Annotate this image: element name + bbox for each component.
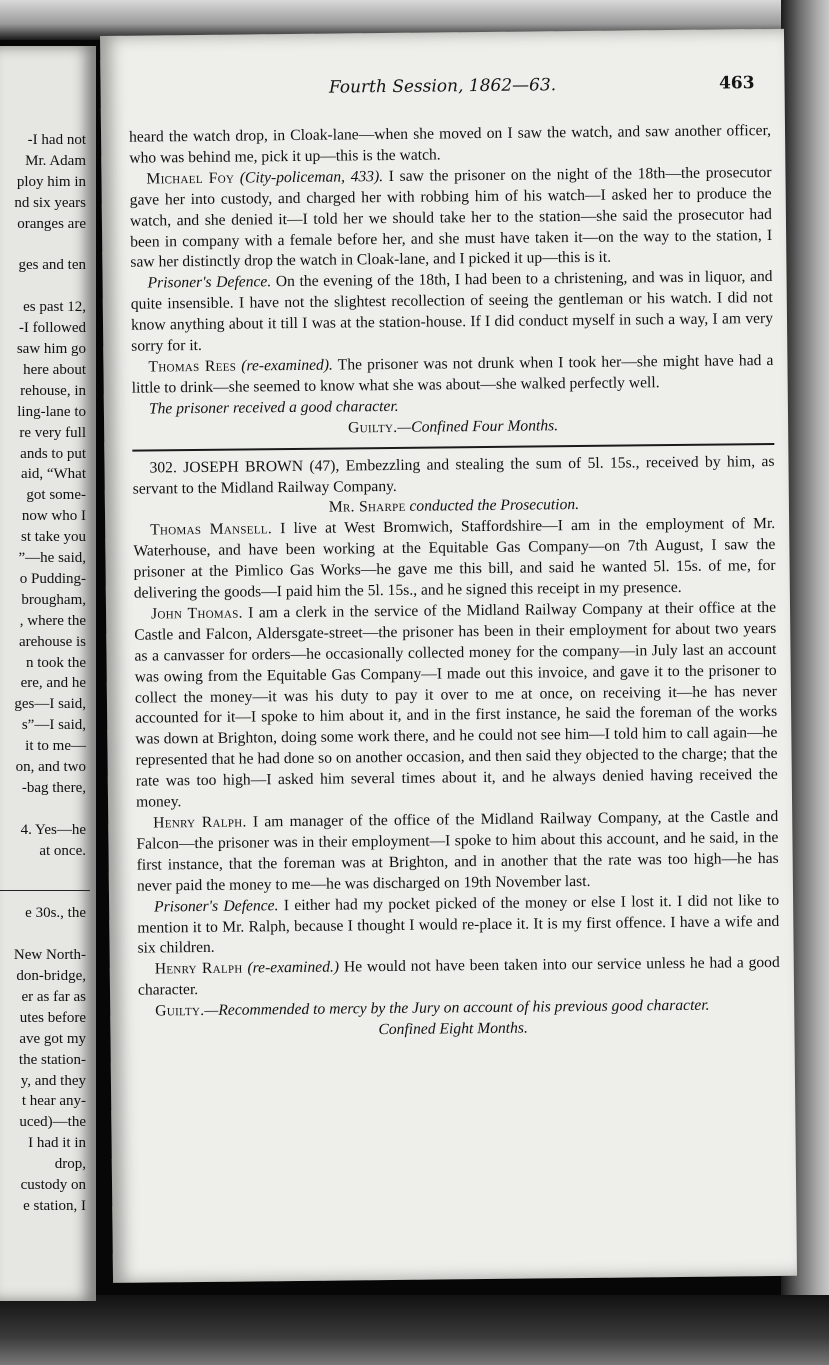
left-page-line: s”—I said, [21, 717, 86, 734]
left-page-line: -bag there, [21, 779, 86, 796]
defendant-name: JOSEPH BROWN [183, 457, 304, 476]
left-page-line: y, and they [20, 1072, 86, 1089]
verdict-label: Guilty. [155, 1002, 205, 1020]
right-page [100, 29, 797, 1283]
left-page-line: at once. [39, 842, 86, 859]
left-page-line: t hear any- [21, 1093, 86, 1110]
page-header [130, 73, 754, 104]
witness-name: Henry Ralph [154, 959, 243, 978]
scan-background-bottom [0, 1295, 829, 1365]
left-page-line: ges and ten [18, 257, 86, 274]
left-page-line: New North- [13, 947, 86, 964]
left-page-line: saw him go [16, 341, 86, 357]
left-page-line: rehouse, in [20, 382, 86, 399]
ralph-reexamination [138, 953, 780, 1002]
witness-role: (re-examined). [241, 356, 333, 375]
left-page-line: n took the [26, 654, 86, 671]
left-page-line: it to me— [25, 738, 86, 755]
verdict-text: —Recommended to mercy by the Jury on account of his previous good character. [204, 996, 710, 1020]
character-note: The prisoner received a good character. [148, 397, 399, 418]
left-page-line: ges—I said, [14, 696, 86, 713]
defence-label: Prisoner's Defence. [147, 273, 272, 292]
witness-name: Thomas Rees [148, 357, 237, 376]
left-page-line: ave got my [19, 1030, 86, 1047]
left-page-line: aid, “What [21, 466, 86, 483]
prosecution-text: conducted the Prosecution. [405, 496, 580, 516]
left-page-line: brougham, [21, 591, 86, 608]
left-page-line: utes before [19, 1009, 86, 1026]
case2-heading [132, 452, 774, 501]
left-page-line: ling-lane to [17, 403, 86, 420]
left-page-line: -I had not [27, 132, 86, 148]
mansell-testimony [133, 514, 776, 604]
witness-role: (City-policeman, 433). [239, 167, 384, 187]
testimony-text: I am manager of the office of the Midland Railway Company, at the Castle and Falcon—the prisoner was in their employment—I spoke to him about this account, and he said, in the first instance, that the foreman was at Brighton, and in another that the rate was too high—he has never paid the money to me—he was discharged on 19th November last. [136, 807, 779, 895]
left-page-line: got some- [26, 487, 86, 504]
left-page-line: now who I [21, 508, 86, 525]
defence-text: I either had my pocket picked of the money or else I lost it. I did not like to mention it to Mr. Ralph, because I thought I would re-place it. It is my first offence. I have a wife and six children. [137, 891, 780, 958]
testimony-text: I saw the prisoner on the night of the 18th—the prosecutor gave her into custody, and charged her with robbing him of his watch—I asked her to produce the watch, and she denied it—I told her we should take her to the station—she said the prosecutor had been in company with a female before her, and she must have taken it—on the way to the station, I saw her distinctly drop the watch in Cloak-lane, and I picked it up—this is it. [129, 163, 773, 272]
testimony-text: He would not have been taken into our service unless he had a good character. [137, 954, 780, 999]
witness-name: Henry Ralph. [153, 813, 247, 832]
left-page-line: re very full [19, 424, 86, 441]
witness-role: (re-examined.) [247, 958, 340, 977]
testimony-text: I live at West Bromwich, Staffordshire—I am in the employment of Mr. Waterhouse, and have been working at the Equitable Gas Company—on 7th August, I saw the prisoner at the Pimlico Gas Works—he gave me this bill, and said he wanted 5l. 15s. of me, for delivering the goods—I paid him the 5l. 15s., and he signed this receipt in my presence. [133, 515, 776, 602]
verdict-text: —Confined Four Months. [397, 416, 559, 436]
left-page-line: nd six years [14, 194, 86, 211]
left-page-line: e 30s., the [25, 905, 86, 922]
charge-text: (47), Embezzling and stealing the sum of 5l. 15s., received by him, as servant to the Midland Railway Company. [132, 452, 775, 498]
left-page-line: here about [23, 361, 86, 378]
left-facing-page [0, 46, 96, 1301]
case2-prisoner-defence [137, 891, 780, 960]
rees-testimony [131, 351, 773, 400]
page-number: 463 [718, 73, 755, 94]
left-page-line: custody on [20, 1177, 86, 1193]
left-page-line: ere, and he [20, 675, 86, 692]
left-page-line: e station, I [23, 1197, 86, 1214]
left-page-line: I had it in [28, 1135, 86, 1152]
left-page-rule [0, 890, 90, 891]
left-page-line: er as far as [21, 988, 86, 1005]
case-number: 302. [149, 458, 177, 477]
running-head: Fourth Session, 1862—63. [328, 75, 557, 98]
left-page-line: ploy him in [16, 173, 86, 190]
left-page-line: Mr. Adam [25, 152, 86, 169]
left-page-line: arehouse is [18, 633, 86, 650]
left-page-line: ands to put [20, 445, 86, 462]
left-page-line: ”—he said, [18, 550, 86, 566]
left-page-line: , where the [19, 612, 86, 629]
left-page-line: drop, [54, 1156, 86, 1173]
left-page-line: uced)—the [19, 1114, 86, 1131]
left-page-line: o Pudding- [19, 570, 86, 587]
left-page-line: the station- [18, 1051, 86, 1068]
verdict-label: Guilty. [348, 418, 398, 437]
case1-prisoner-defence [130, 267, 773, 357]
case2-sentence: Confined Eight Months. [378, 1019, 528, 1039]
ralph-testimony [136, 807, 779, 897]
witness-name: John Thomas. [150, 604, 243, 623]
left-page-line: 4. Yes—he [20, 821, 86, 838]
left-page-line: st take you [21, 529, 86, 546]
left-page-line: oranges are [17, 215, 86, 232]
witness-name: Michael Foy [146, 169, 235, 188]
left-page-line: es past 12, [23, 299, 86, 316]
left-page-line: -I followed [18, 320, 86, 337]
left-page-line: don-bridge, [16, 968, 86, 984]
defence-text: On the evening of the 18th, I had been to a christening, and was in liquor, and quite insensible. I have not the slightest recollection of seeing the gentleman or his watch. I did not know anything about it till I was at the station-house. If I did conduct myself in such a way, I am very sorry for it. [130, 268, 774, 355]
prosecutor-name: Mr. Sharpe [328, 498, 406, 517]
page-body [129, 121, 781, 1044]
case1-opening-paragraph: heard the watch drop, in Cloak-lane—when she moved on I saw the watch, and saw another officer, who was behind me, pick it up—this is the watch. [128, 121, 772, 167]
witness-name: Thomas Mansell. [150, 520, 273, 539]
left-page-line: on, and two [15, 759, 86, 775]
foy-testimony [129, 163, 772, 274]
defence-label: Prisoner's Defence. [154, 896, 279, 916]
case-divider-rule [132, 443, 774, 452]
testimony-text: The prisoner was not drunk when I took her—she might have had a little to drink—she seemed to know what she was about—she walked perfectly well. [131, 351, 774, 397]
thomas-testimony [134, 598, 778, 814]
testimony-text: I am a clerk in the service of the Midland Railway Company at their office at the Castle and Falcon, Aldersgate-street—the prisoner has been in their employment for about two years as a canvasser for orders—he occasionally collected money for the company—in July last an account was owing from the Equitable Gas Company—I made out this invoice, and gave it to the prisoner to collect the money—it was his duty to pay it over to me at once, on receiving it—he has never accounted for it—I spoke to him about it, and in the first instance, he said the foreman of the works was down at Brighton, doing some work there, and he could not see him—I told him to call again—he represented that he had done so on another occasion, and then said they objected to the charge; that the rate was too high—I asked him several times about it, and he always denied having received the money. [134, 598, 778, 811]
